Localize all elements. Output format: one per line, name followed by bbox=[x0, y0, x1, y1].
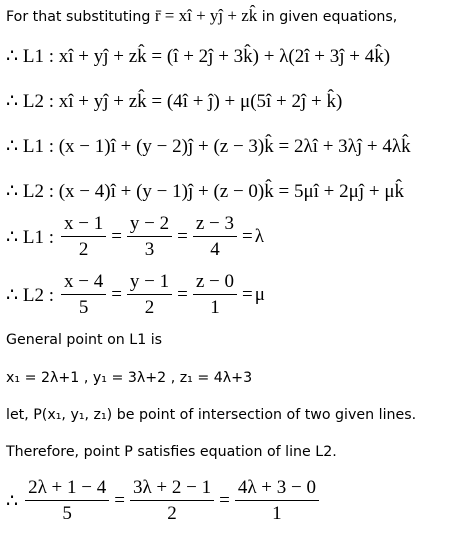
l1-fraction-z-denominator: 4 bbox=[210, 239, 220, 260]
l2-cartesian-equation bbox=[6, 272, 265, 318]
l1-cartesian-equation bbox=[6, 214, 264, 260]
l1-fraction-x bbox=[61, 214, 106, 260]
equals-sign: = bbox=[114, 490, 125, 511]
l1-vector-equation: ∴ L1 : xî + yĵ + zk̂ = (î + 2ĵ + 3k̂) + λ(2î + 3ĵ + 4k̂) bbox=[6, 46, 391, 67]
l2-fraction-y bbox=[127, 272, 172, 318]
l1-expanded-equation: ∴ L1 : (x − 1)î + (y − 2)ĵ + (z − 3)k̂ = 2λî + 3λĵ + 4λk̂ bbox=[6, 136, 411, 157]
intersection-point-text: let, P(x₁, y₁, z₁) be point of intersection of two given lines. bbox=[6, 407, 417, 423]
final-fraction-y-denominator: 2 bbox=[167, 503, 177, 524]
final-equation bbox=[6, 478, 322, 524]
l1-fraction-z-numerator: z − 3 bbox=[193, 214, 237, 237]
final-fraction-x-denominator: 5 bbox=[62, 503, 72, 524]
intro-before: For that substituting bbox=[6, 9, 155, 25]
l2-fraction-z-numerator: z − 0 bbox=[193, 272, 237, 295]
l2-fraction-y-numerator: y − 1 bbox=[127, 272, 172, 295]
l2-expanded-equation: ∴ L2 : (x − 4)î + (y − 1)ĵ + (z − 0)k̂ = 5μî + 2μĵ + μk̂ bbox=[6, 181, 405, 202]
equals-sign: = bbox=[242, 226, 253, 247]
l1-fraction-z bbox=[193, 214, 237, 260]
equals-sign: = bbox=[242, 284, 253, 305]
equals-sign: = bbox=[177, 284, 188, 305]
final-fraction-z-denominator: 1 bbox=[272, 503, 282, 524]
final-prefix: ∴ bbox=[6, 490, 19, 512]
l2-fraction-y-denominator: 2 bbox=[144, 297, 155, 318]
general-point-text: General point on L1 is bbox=[6, 332, 163, 348]
general-point-coordinates: x₁ = 2λ+1 , y₁ = 3λ+2 , z₁ = 4λ+3 bbox=[6, 370, 253, 386]
l2-cartesian-prefix: ∴ L2 : bbox=[6, 284, 54, 306]
l1-fraction-x-numerator: x − 1 bbox=[61, 214, 106, 237]
intro-vector: r̄ = xî + yĵ + zk̂ bbox=[154, 6, 258, 25]
l1-parameter: λ bbox=[254, 226, 264, 247]
l1-fraction-x-denominator: 2 bbox=[78, 239, 89, 260]
l1-cartesian-prefix: ∴ L1 : bbox=[6, 226, 54, 248]
l1-fraction-y-numerator: y − 2 bbox=[127, 214, 172, 237]
l2-fraction-x-denominator: 5 bbox=[78, 297, 89, 318]
l1-fraction-y bbox=[127, 214, 172, 260]
equals-sign: = bbox=[111, 226, 122, 247]
intro-after: in given equations, bbox=[257, 9, 398, 25]
equals-sign: = bbox=[219, 490, 230, 511]
l1-fraction-y-denominator: 3 bbox=[144, 239, 155, 260]
final-fraction-x-numerator: 2λ + 1 − 4 bbox=[25, 478, 109, 501]
equals-sign: = bbox=[177, 226, 188, 247]
l2-vector-equation: ∴ L2 : xî + yĵ + zk̂ = (4î + ĵ) + μ(5î + 2ĵ + k̂) bbox=[6, 91, 343, 112]
final-fraction-x bbox=[25, 478, 109, 524]
point-satisfies-text: Therefore, point P satisfies equation of line L2. bbox=[6, 444, 337, 460]
l2-fraction-z-denominator: 1 bbox=[210, 297, 220, 318]
l2-fraction-z bbox=[193, 272, 237, 318]
l2-parameter: μ bbox=[254, 284, 265, 305]
final-fraction-y bbox=[130, 478, 214, 524]
final-fraction-z bbox=[235, 478, 319, 524]
final-fraction-y-numerator: 3λ + 2 − 1 bbox=[130, 478, 214, 501]
l2-fraction-x-numerator: x − 4 bbox=[61, 272, 106, 295]
l2-fraction-x bbox=[61, 272, 106, 318]
equals-sign: = bbox=[111, 284, 122, 305]
final-fraction-z-numerator: 4λ + 3 − 0 bbox=[235, 478, 319, 501]
intro-line bbox=[6, 6, 397, 26]
